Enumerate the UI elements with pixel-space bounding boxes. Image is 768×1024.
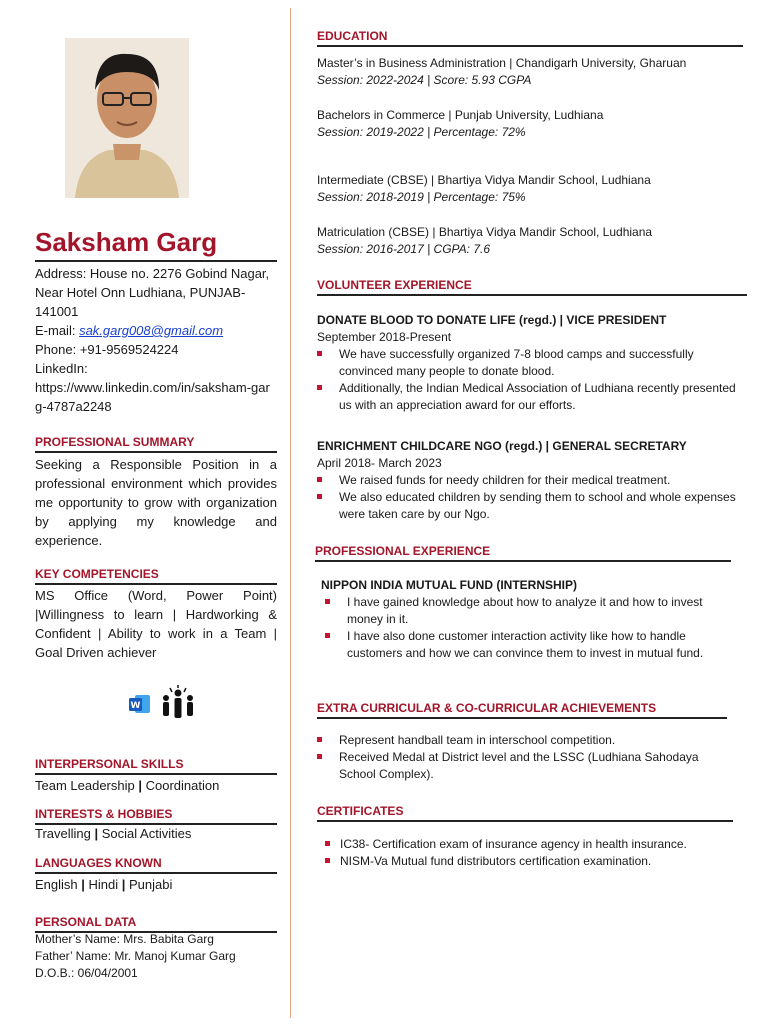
skill-item: Coordination <box>145 778 220 793</box>
profile-photo <box>65 38 189 198</box>
interpersonal-heading: INTERPERSONAL SKILLS <box>35 756 277 775</box>
separator: | <box>94 826 102 841</box>
skill-item: Team Leadership <box>35 778 135 793</box>
certificates-heading: CERTIFICATES <box>317 803 733 822</box>
education-item <box>317 172 747 206</box>
linkedin-label: LinkedIn: <box>35 361 88 376</box>
education-title: Bachelors in Commerce | Punjab University, Ludhiana <box>317 108 604 122</box>
team-people-icon <box>159 684 197 727</box>
list-item: I have gained knowledge about how to analyze it and how to invest money in it. <box>325 594 721 628</box>
education-title: Intermediate (CBSE) | Bhartiya Vidya Mandir School, Ludhiana <box>317 173 651 187</box>
professional-heading: PROFESSIONAL EXPERIENCE <box>315 543 731 562</box>
interest-item: Travelling <box>35 826 91 841</box>
education-detail: Session: 2019-2022 | Percentage: 72% <box>317 125 526 139</box>
extracurricular-list <box>317 732 727 783</box>
extracurricular-heading: EXTRA CURRICULAR & CO-CURRICULAR ACHIEVEMENTS <box>317 700 727 719</box>
list-item: We raised funds for needy children for their medical treatment. <box>317 472 747 489</box>
interests-list <box>35 824 277 843</box>
bullet-list <box>317 346 747 414</box>
phone: Phone: +91-9569524224 <box>35 342 179 357</box>
summary-heading: PROFESSIONAL SUMMARY <box>35 434 277 453</box>
competencies-heading: KEY COMPETENCIES <box>35 566 277 585</box>
bullet-list <box>321 594 721 662</box>
list-item: Represent handball team in interschool competition. <box>317 732 727 749</box>
language-item: English <box>35 877 78 892</box>
bullet-list <box>325 836 735 870</box>
education-item <box>317 224 747 258</box>
education-heading: EDUCATION <box>317 28 743 47</box>
candidate-name: Saksham Garg <box>35 226 277 262</box>
volunteer-role-1 <box>317 312 747 414</box>
education-detail: Session: 2022-2024 | Score: 5.93 CGPA <box>317 73 532 87</box>
education-item <box>317 55 747 89</box>
organization-title: NIPPON INDIA MUTUAL FUND (INTERNSHIP) <box>321 578 577 592</box>
competencies-text: MS Office (Word, Power Point) |Willingness to learn | Hardworking & Confident | Ability to work in a Team | Goal Driven achiever <box>35 588 277 660</box>
column-divider <box>290 8 291 1018</box>
list-item: Received Medal at District level and the LSSC (Ludhiana Sahodaya School Complex). <box>317 749 727 783</box>
list-item: I have also done customer interaction activity like how to handle customers and how we can convince them to invest in mutual fund. <box>325 628 721 662</box>
list-item: IC38- Certification exam of insurance agency in health insurance. <box>325 836 735 853</box>
role-dates: April 2018- March 2023 <box>317 456 442 470</box>
interpersonal-list <box>35 776 277 795</box>
personal-heading: PERSONAL DATA <box>35 914 277 933</box>
summary-text: Seeking a Responsible Position in a professional environment which provides me opportunity to grow with organization by applying my knowledge and experience. <box>35 457 277 548</box>
bullet-list <box>317 472 747 523</box>
list-item: We also educated children by sending them to school and whole expenses were taken care by our Ngo. <box>317 489 747 523</box>
certificates-list <box>325 836 735 870</box>
contact-block <box>35 264 277 416</box>
list-item: Additionally, the Indian Medical Association of Ludhiana recently presented us with an appreciation award for our efforts. <box>317 380 747 414</box>
personal-data <box>35 931 277 982</box>
education-title: Matriculation (CBSE) | Bhartiya Vidya Mandir School, Ludhiana <box>317 225 653 239</box>
organization-title: DONATE BLOOD TO DONATE LIFE (regd.) | VICE PRESIDENT <box>317 313 667 327</box>
word-icon <box>129 694 151 719</box>
list-item: We have successfully organized 7-8 blood camps and successfully convinced many people to donate blood. <box>317 346 747 380</box>
language-item: Punjabi <box>129 877 173 892</box>
education-detail: Session: 2018-2019 | Percentage: 75% <box>317 190 526 204</box>
date-of-birth: D.O.B.: 06/04/2001 <box>35 966 138 980</box>
role-dates: September 2018-Present <box>317 330 452 344</box>
bullet-list <box>317 732 727 783</box>
education-title: Master’s in Business Administration | Chandigarh University, Gharuan <box>317 56 687 70</box>
mother-name: Mother’s Name: Mrs. Babita Garg <box>35 932 214 946</box>
education-detail: Session: 2016-2017 | CGPA: 7.6 <box>317 242 490 256</box>
competency-icons <box>35 682 277 722</box>
separator: | <box>121 877 130 892</box>
languages-list <box>35 875 277 894</box>
organization-title: ENRICHMENT CHILDCARE NGO (regd.) | GENERAL SECRETARY <box>317 439 687 453</box>
volunteer-role-2 <box>317 438 747 523</box>
linkedin-url[interactable]: https://www.linkedin.com/in/saksham-garg-4787a2248 <box>35 380 270 414</box>
father-name: Father’ Name: Mr. Manoj Kumar Garg <box>35 949 236 963</box>
interest-item: Social Activities <box>101 826 192 841</box>
email-label: E-mail: <box>35 323 76 338</box>
language-item: Hindi <box>88 877 119 892</box>
professional-role <box>321 577 721 662</box>
separator: | <box>81 877 89 892</box>
email-link[interactable]: sak.garg008@gmail.com <box>79 323 224 338</box>
list-item: NISM-Va Mutual fund distributors certification examination. <box>325 853 735 870</box>
interests-heading: INTERESTS & HOBBIES <box>35 806 277 825</box>
languages-heading: LANGUAGES KNOWN <box>35 855 277 874</box>
address: Address: House no. 2276 Gobind Nagar, Near Hotel Onn Ludhiana, PUNJAB-141001 <box>35 266 270 319</box>
volunteer-heading: VOLUNTEER EXPERIENCE <box>317 277 747 296</box>
svg-text:W: W <box>130 701 141 711</box>
education-item <box>317 107 747 141</box>
email-line <box>35 321 277 340</box>
separator: | <box>138 778 146 793</box>
